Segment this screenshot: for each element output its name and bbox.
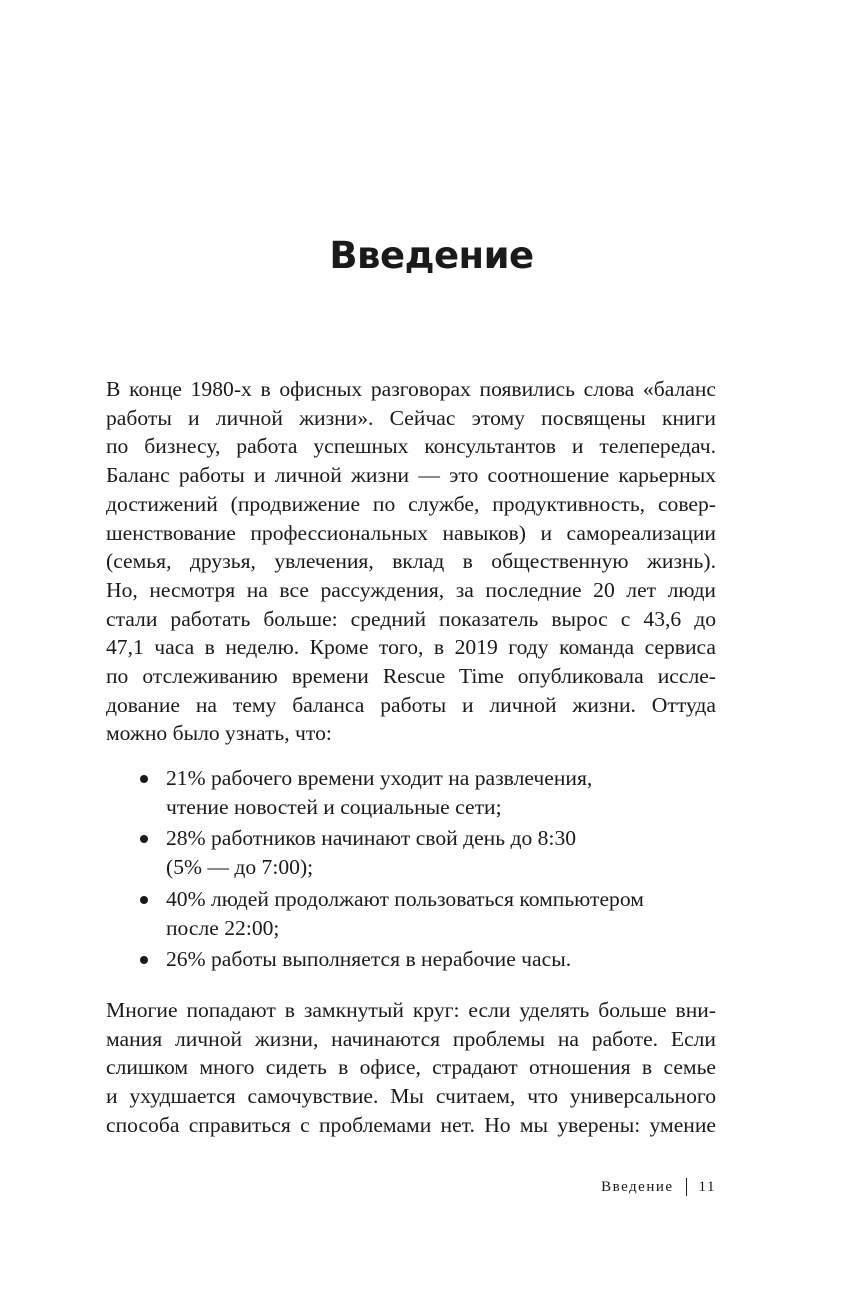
list-item-text: 21% рабочего времени уходит на развлечения, (166, 766, 593, 790)
list-item-text: 40% людей продолжают пользоваться компьютером (166, 886, 644, 911)
text-line: (семья, друзья, увлечения, вклад в общественную жизнь). (106, 549, 716, 574)
text-line: можно было узнать, что: (106, 721, 332, 746)
list-item-text: 26% работы выполняется в нерабочие часы. (166, 947, 572, 972)
intro-paragraph (106, 375, 716, 748)
list-item-text: чтение новостей и социальные сети; (166, 794, 502, 819)
list-item-text: 28% работников начинают свой день до 8:30 (166, 826, 577, 851)
list-item (106, 945, 716, 974)
page-number: 11 (698, 1178, 716, 1195)
text-line: слишком много сидеть в офисе, страдают отношения в семье (106, 1055, 716, 1080)
text-line: В конце 1980-х в офисных разговорах появились слова «баланс (106, 377, 716, 401)
bullet-icon (140, 896, 148, 904)
text-line: Баланс работы и личной жизни — это соотношение карьерных (106, 463, 716, 488)
list-item-text: (5% — до 7:00); (166, 855, 314, 880)
text-line: мания личной жизни, начинаются проблемы на работе. Если (106, 1026, 716, 1051)
footer-divider (686, 1178, 687, 1196)
text-line: Но, несмотря на все рассуждения, за последние 20 лет люди (106, 577, 716, 602)
running-footer (520, 1178, 716, 1196)
list-item (106, 885, 716, 942)
statistics-list (106, 764, 716, 977)
closing-paragraph (106, 996, 716, 1140)
bullet-icon (140, 835, 148, 843)
page-title: Введение (329, 234, 534, 277)
text-line: шенствование профессиональных навыков) и самореализации (106, 520, 716, 545)
footer-section-title: Введение (601, 1178, 674, 1195)
text-line: дование на тему баланса работы и личной жизни. Оттуда (106, 692, 716, 717)
bullet-icon (140, 956, 148, 964)
text-line: способа справиться с проблемами нет. Но мы уверены: умение (106, 1112, 716, 1137)
text-line: по отслеживанию времени Rescue Time опубликовала иссле- (106, 664, 716, 689)
list-item (106, 824, 716, 881)
text-line: 47,1 часа в неделю. Кроме того, в 2019 году команда сервиса (106, 635, 716, 660)
text-line: достижений (продвижение по службе, продуктивность, совер- (106, 491, 716, 516)
text-line: и ухудшается самочувствие. Мы считаем, что универсального (106, 1084, 716, 1109)
bullet-icon (140, 775, 148, 783)
text-line: работы и личной жизни». Сейчас этому посвящены книги (106, 405, 716, 430)
text-line: по бизнесу, работа успешных консультантов и телепередач. (106, 434, 716, 459)
list-item (106, 764, 716, 821)
text-line: стали работать больше: средний показатель вырос с 43,6 до (106, 606, 716, 631)
text-line: Многие попадают в замкнутый круг: если уделять больше вни- (106, 998, 716, 1022)
list-item-text: после 22:00; (166, 915, 280, 940)
